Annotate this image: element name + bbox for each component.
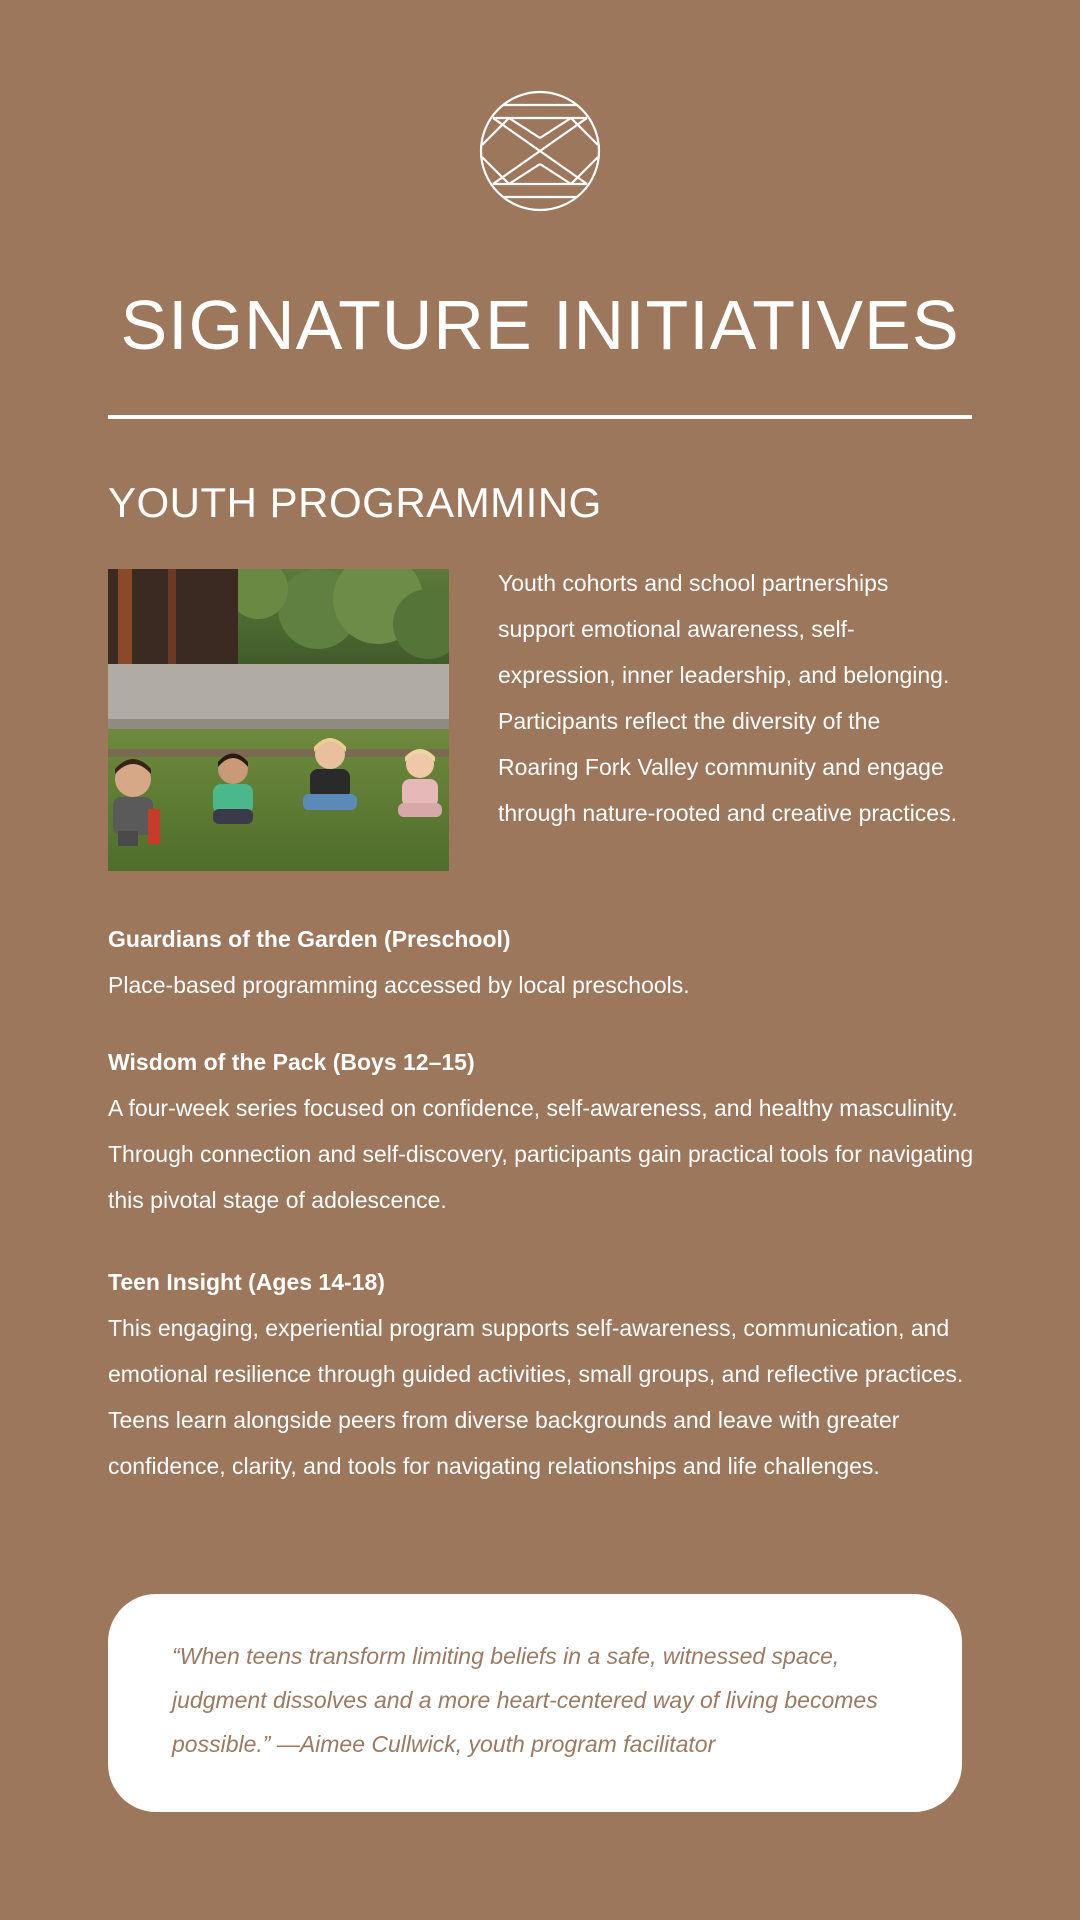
title-divider (108, 415, 972, 419)
quote-text: “When teens transform limiting beliefs in a safe, witnessed space, judgment dissolves and a more heart-centered way of living becomes possible.” —Aimee Cullwick, youth program facilitator (172, 1643, 878, 1757)
section-intro: Youth cohorts and school partnerships support emotional awareness, self-expression, inner leadership, and belonging. Participants reflect the diversity of the Roaring Fork Valley community and engage through nature-rooted and creative practices. (498, 570, 957, 826)
program-guardians (108, 916, 978, 1008)
program-wisdom-of-the-pack (108, 1039, 978, 1223)
program-description: Place-based programming accessed by local preschools. (108, 972, 690, 998)
program-description: A four-week series focused on confidence, self-awareness, and healthy masculinity. Through connection and self-discovery, participants gain practical tools for navigating this pivotal stage of adolescence. (108, 1095, 974, 1213)
page-title: SIGNATURE INITIATIVES (120, 286, 960, 364)
program-name: Wisdom of the Pack (Boys 12–15) (108, 1049, 475, 1075)
program-teen-insight (108, 1259, 978, 1489)
geometric-logo-icon (479, 90, 601, 212)
program-name: Teen Insight (Ages 14-18) (108, 1269, 385, 1295)
section-title: YOUTH PROGRAMMING (108, 479, 602, 526)
program-name: Guardians of the Garden (Preschool) (108, 926, 511, 952)
children-outdoors-photo (108, 569, 449, 871)
program-description: This engaging, experiential program supports self-awareness, communication, and emotional resilience through guided activities, small groups, and reflective practices. Teens learn alongside peers from diverse backgrounds and leave with greater confidence, clarity, and tools for navigating relationships and life challenges. (108, 1315, 964, 1479)
quote-card (108, 1594, 962, 1812)
